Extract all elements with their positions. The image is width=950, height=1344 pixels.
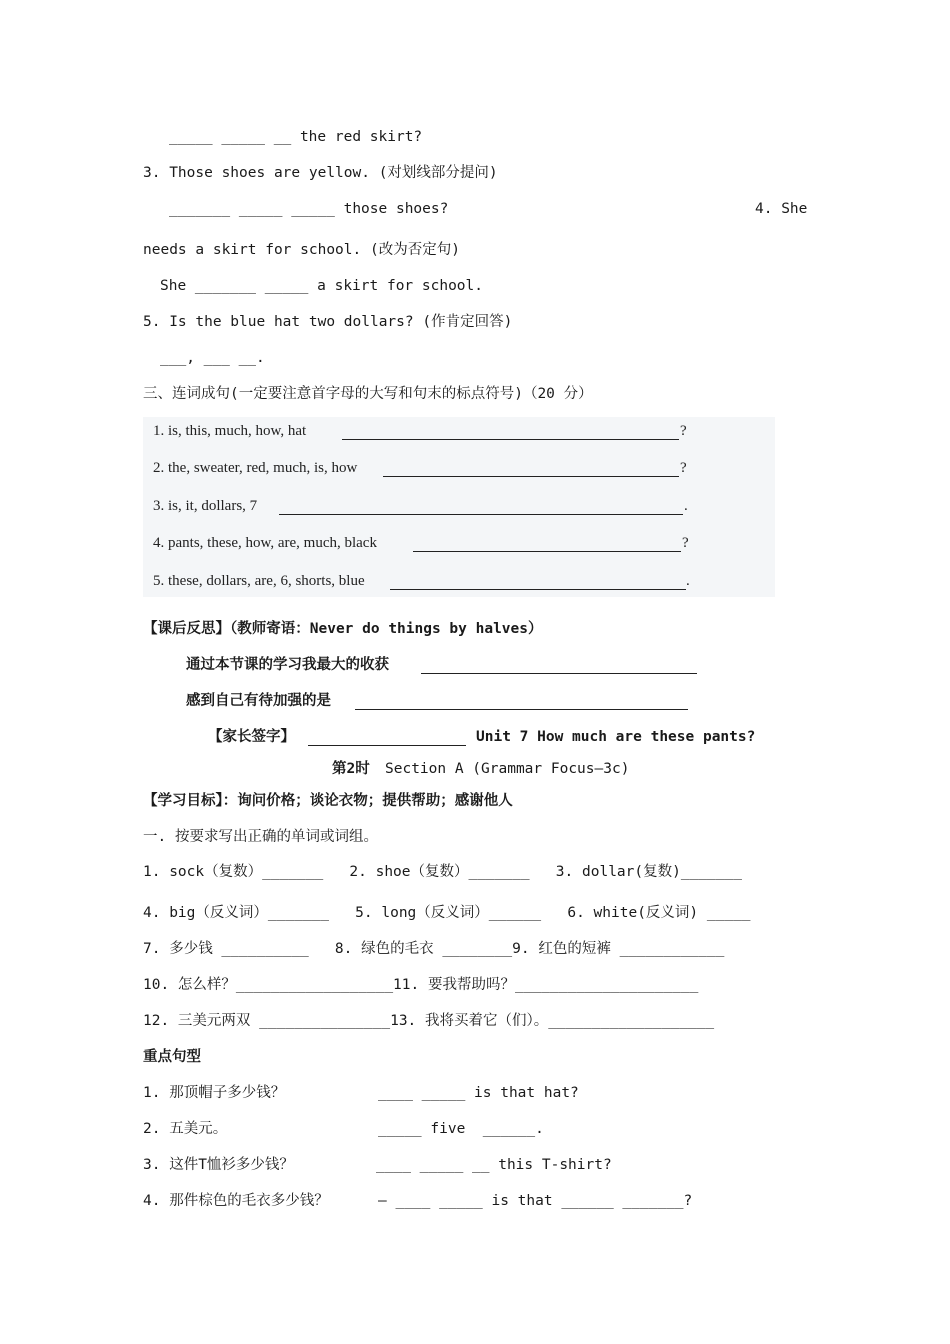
key-sentence-1-cn: 1. 那顶帽子多少钱？ — [143, 1085, 286, 1101]
ordering-item-3: 3. is, it, dollars, 7 — [153, 498, 258, 514]
answer-line-1 — [342, 439, 679, 440]
exercise-answer-3: _______ _____ _____ those shoes? — [169, 201, 449, 217]
ordering-end-1: ? — [680, 423, 687, 439]
key-sentence-2-cn: 2. 五美元。 — [143, 1121, 228, 1137]
key-sentence-4-cn: 4. 那件棕色的毛衣多少钱？ — [143, 1193, 329, 1209]
vocab-row-2: 4. big（反义词）_______ 5. long（反义词）______ 6. white(反义词) _____ — [143, 905, 751, 921]
ordering-item-1: 1. is, this, much, how, hat — [153, 423, 307, 439]
learning-objectives: 【学习目标】：询问价格；谈论衣物；提供帮助；感谢他人 — [143, 793, 513, 809]
ordering-item-4: 4. pants, these, how, are, much, black — [153, 535, 377, 551]
key-sentence-3-cn: 3. 这件T恤衫多少钱？ — [143, 1157, 294, 1173]
vocab-row-4: 10. 怎么样？__________________11. 要我帮助吗？_____________________ — [143, 977, 699, 993]
vocab-row-5: 12. 三美元两双 _______________13. 我将买着它（们）。___________________ — [143, 1013, 715, 1029]
unit-title: Unit 7 How much are these pants? — [476, 729, 756, 745]
section-3-heading: 三、连词成句(一定要注意首字母的大写和句末的标点符号)（20 分） — [143, 386, 593, 402]
answer-line-4 — [413, 551, 681, 552]
reflection-title: 【课后反思】（教师寄语：Never do things by halves） — [143, 621, 543, 637]
vocab-row-3: 7. 多少钱 __________ 8. 绿色的毛衣 ________9. 红色的短裤 ____________ — [143, 941, 725, 957]
ordering-item-5: 5. these, dollars, are, 6, shorts, blue — [153, 573, 365, 589]
ordering-end-3: . — [684, 498, 688, 514]
exercise-line-blank: _____ _____ __ the red skirt? — [169, 129, 423, 145]
answer-line-5 — [390, 589, 686, 590]
lesson-section-title: Section A (Grammar Focus—3c) — [385, 761, 630, 777]
exercise-answer-4: She _______ _____ a skirt for school. — [160, 278, 484, 294]
lesson-number: 第2时 — [332, 761, 370, 777]
answer-line-2 — [383, 476, 679, 477]
reflection-gain-line — [421, 673, 697, 674]
sentence-ordering-box — [143, 417, 775, 597]
answer-line-3 — [279, 514, 683, 515]
key-sentence-4-en: — ____ _____ is that ______ _______? — [378, 1193, 693, 1209]
parent-signature-label: 【家长签字】 — [208, 729, 295, 745]
part-1-heading: 一. 按要求写出正确的单词或词组。 — [143, 829, 378, 845]
key-sentence-3-en: ____ _____ __ this T-shirt? — [376, 1157, 612, 1173]
ordering-end-4: ? — [682, 535, 689, 551]
exercise-question-5: 5. Is the blue hat two dollars? (作肯定回答) — [143, 314, 513, 330]
key-sentence-2-en: _____ five ______. — [378, 1121, 544, 1137]
exercise-question-4-cont: needs a skirt for school. (改为否定句) — [143, 242, 460, 258]
exercise-question-4-start: 4. She — [755, 201, 808, 217]
reflection-gain-label: 通过本节课的学习我最大的收获 — [186, 657, 389, 673]
parent-signature-line — [308, 745, 466, 746]
ordering-end-2: ? — [680, 460, 687, 476]
reflection-improve-label: 感到自己有待加强的是 — [186, 693, 331, 709]
key-sentence-1-en: ____ _____ is that hat? — [378, 1085, 579, 1101]
exercise-answer-5: ___, ___ __. — [160, 350, 265, 366]
exercise-question-3: 3. Those shoes are yellow. (对划线部分提问) — [143, 165, 498, 181]
reflection-improve-line — [355, 709, 688, 710]
key-sentences-heading: 重点句型 — [143, 1049, 201, 1065]
ordering-end-5: . — [686, 573, 690, 589]
vocab-row-1: 1. sock（复数）_______ 2. shoe（复数）_______ 3. dollar(复数)_______ — [143, 864, 742, 880]
ordering-item-2: 2. the, sweater, red, much, is, how — [153, 460, 358, 476]
